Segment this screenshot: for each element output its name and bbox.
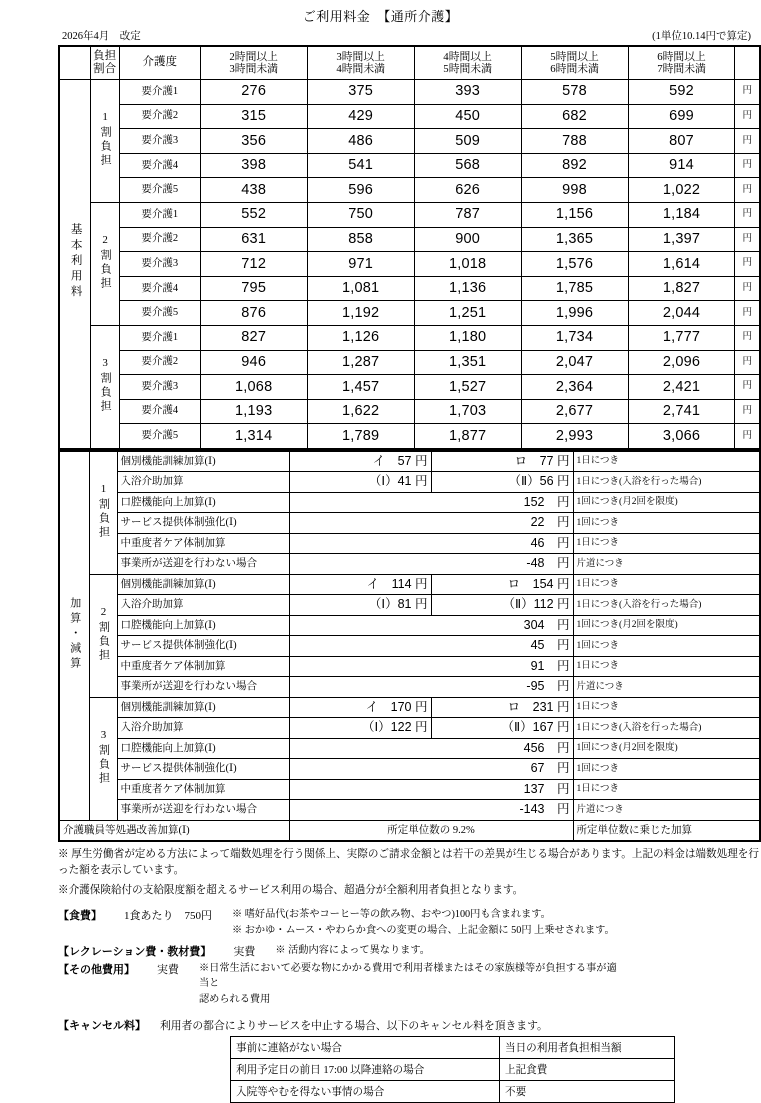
- addon-row: [59, 656, 760, 677]
- other-fee-row: [58, 961, 761, 1007]
- table-row: [59, 104, 760, 129]
- addon-row: [59, 574, 760, 595]
- addon-row: [59, 759, 760, 780]
- care-level-cell: 要介護2: [119, 227, 200, 252]
- fee-value-cell: 998: [521, 178, 628, 203]
- addon-item-name: 中重度者ケア体制加算: [117, 656, 289, 677]
- other-fee-label: 【その他費用】: [58, 964, 135, 977]
- fee-value-cell: 946: [200, 350, 307, 375]
- addon-row: [59, 554, 760, 575]
- cancel-fee: 当日の利用者負担相当額: [500, 1036, 675, 1058]
- fee-value-cell: 858: [307, 227, 414, 252]
- fee-value-cell: 1,136: [414, 276, 521, 301]
- fee-value-cell: 1,192: [307, 301, 414, 326]
- header-time-col-3: 4時間以上 5時間未満: [414, 46, 521, 80]
- addon-unit-note: 1日につき: [573, 533, 760, 554]
- cancel-table-row: [231, 1058, 675, 1080]
- table-row: [59, 178, 760, 203]
- fee-value-cell: 1,081: [307, 276, 414, 301]
- fee-value-cell: 1,068: [200, 375, 307, 400]
- fee-value-cell: 2,364: [521, 375, 628, 400]
- fee-value-cell: 541: [307, 153, 414, 178]
- header-spacer: [59, 46, 90, 80]
- shoguu-name: 介護職員等処遇改善加算(Ⅰ): [59, 820, 289, 841]
- addon-value: 22 円: [289, 513, 573, 534]
- addon-burden-ratio-1: 1割負担: [89, 451, 117, 575]
- fee-value-cell: 1,527: [414, 375, 521, 400]
- addon-unit-note: 片道につき: [573, 800, 760, 821]
- fee-value-cell: 375: [307, 80, 414, 105]
- yen-unit-cell: 円: [735, 104, 760, 129]
- fee-value-cell: 393: [414, 80, 521, 105]
- unit-price-note: (1単位10.14円で算定): [652, 31, 751, 42]
- cancel-table-row: [231, 1080, 675, 1102]
- fee-value-cell: 1,614: [628, 252, 735, 277]
- addon-value-b: （Ⅱ）56 円: [431, 472, 573, 493]
- fee-value-cell: 578: [521, 80, 628, 105]
- header-time-col-1: 2時間以上 3時間未満: [200, 46, 307, 80]
- addon-value-a: （Ⅰ）41 円: [289, 472, 431, 493]
- table-row: [59, 325, 760, 350]
- fee-value-cell: 2,096: [628, 350, 735, 375]
- meal-fee-row: [58, 907, 761, 938]
- fee-value-cell: 1,193: [200, 399, 307, 424]
- table-row: [59, 80, 760, 105]
- addon-item-name: サービス提供体制強化(Ⅰ): [117, 513, 289, 534]
- addon-item-name: 個別機能訓練加算(Ⅰ): [117, 451, 289, 472]
- revision-date: 2026年4月 改定: [62, 31, 141, 42]
- addon-item-name: 口腔機能向上加算(Ⅰ): [117, 615, 289, 636]
- addon-value: -48 円: [289, 554, 573, 575]
- meal-note-1: ※ 嗜好品代(お茶やコーヒー等の飲み物、おやつ)100円も含まれます。: [232, 909, 551, 921]
- fee-value-cell: 450: [414, 104, 521, 129]
- fee-value-cell: 1,180: [414, 325, 521, 350]
- fee-value-cell: 2,993: [521, 424, 628, 449]
- addon-row: [59, 451, 760, 472]
- fee-value-cell: 1,576: [521, 252, 628, 277]
- fee-value-cell: 509: [414, 129, 521, 154]
- table-row: [59, 227, 760, 252]
- addon-value: 67 円: [289, 759, 573, 780]
- cancel-fee-table: [230, 1036, 675, 1103]
- fee-value-cell: 486: [307, 129, 414, 154]
- fee-value-cell: 807: [628, 129, 735, 154]
- header-burden-ratio: 負担割合: [90, 46, 119, 80]
- addon-unit-note: 1日につき(入浴を行った場合): [573, 595, 760, 616]
- fee-value-cell: 1,351: [414, 350, 521, 375]
- table-row: [59, 129, 760, 154]
- fee-value-cell: 1,734: [521, 325, 628, 350]
- care-level-cell: 要介護3: [119, 375, 200, 400]
- care-level-cell: 要介護2: [119, 104, 200, 129]
- addon-row: [59, 472, 760, 493]
- notes-block: [58, 842, 761, 898]
- addon-item-name: 中重度者ケア体制加算: [117, 779, 289, 800]
- note-rounding: ※ 厚生労働省が定める方法によって端数処理を行う関係上、実際のご請求金額とは若干の差異が生じる場合があります。上記の料金は端数処理を行った額を表示しています。: [58, 849, 759, 876]
- addon-unit-note: 片道につき: [573, 554, 760, 575]
- yen-unit-cell: 円: [735, 129, 760, 154]
- addon-row: [59, 615, 760, 636]
- yen-unit-cell: 円: [735, 399, 760, 424]
- header-care-level: 介護度: [119, 46, 200, 80]
- addon-item-name: 入浴介助加算: [117, 472, 289, 493]
- meal-note-2: ※ おかゆ・ムース・やわらか食への変更の場合、上記金額に 50円 上乗せされます。: [232, 924, 615, 936]
- recreation-note-1: ※ 活動内容によって異なります。: [275, 945, 430, 957]
- addon-item-name: 口腔機能向上加算(Ⅰ): [117, 492, 289, 513]
- fee-value-cell: 315: [200, 104, 307, 129]
- addon-value: 91 円: [289, 656, 573, 677]
- fee-value-cell: 1,397: [628, 227, 735, 252]
- other-fees-block: [58, 907, 761, 1102]
- yen-unit-cell: 円: [735, 202, 760, 227]
- table-row: [59, 350, 760, 375]
- yen-unit-cell: 円: [735, 252, 760, 277]
- addon-burden-ratio-3: 3割負担: [89, 697, 117, 820]
- addon-value: 45 円: [289, 636, 573, 657]
- addon-item-name: 事業所が送迎を行わない場合: [117, 800, 289, 821]
- yen-unit-cell: 円: [735, 153, 760, 178]
- addon-item-name: 口腔機能向上加算(Ⅰ): [117, 738, 289, 759]
- addon-row: [59, 677, 760, 698]
- section-label-addon: 加算・減算: [59, 451, 89, 821]
- fee-value-cell: 2,677: [521, 399, 628, 424]
- table-header-row: [59, 46, 760, 80]
- addon-row: [59, 492, 760, 513]
- addon-value: -95 円: [289, 677, 573, 698]
- fee-value-cell: 1,457: [307, 375, 414, 400]
- fee-value-cell: 1,877: [414, 424, 521, 449]
- fee-value-cell: 971: [307, 252, 414, 277]
- cancel-fee-label: 【キャンセル料】: [58, 1019, 146, 1032]
- fee-value-cell: 568: [414, 153, 521, 178]
- fee-value-cell: 1,622: [307, 399, 414, 424]
- burden-ratio-3: 3割負担: [90, 325, 119, 448]
- yen-unit-cell: 円: [735, 276, 760, 301]
- table-row: [59, 375, 760, 400]
- addon-row: [59, 513, 760, 534]
- other-fee-notes: [199, 961, 624, 1007]
- addon-unit-note: 片道につき: [573, 677, 760, 698]
- care-level-cell: 要介護3: [119, 252, 200, 277]
- addon-value: 152 円: [289, 492, 573, 513]
- addon-burden-ratio-2: 2割負担: [89, 574, 117, 697]
- cancel-case: 利用予定日の前日 17:00 以降連絡の場合: [231, 1058, 500, 1080]
- addon-row: [59, 697, 760, 718]
- table-row: [59, 153, 760, 178]
- addon-item-name: 個別機能訓練加算(Ⅰ): [117, 574, 289, 595]
- fee-value-cell: 795: [200, 276, 307, 301]
- addon-value-b: （Ⅱ）112 円: [431, 595, 573, 616]
- care-level-cell: 要介護4: [119, 153, 200, 178]
- addon-item-name: 事業所が送迎を行わない場合: [117, 554, 289, 575]
- care-level-cell: 要介護1: [119, 325, 200, 350]
- addon-row: [59, 636, 760, 657]
- table-row: [59, 301, 760, 326]
- meal-fee-label: 【食費】: [58, 910, 102, 923]
- addon-item-name: 個別機能訓練加算(Ⅰ): [117, 697, 289, 718]
- recreation-fee-notes: [275, 943, 700, 958]
- fee-value-cell: 682: [521, 104, 628, 129]
- fee-value-cell: 429: [307, 104, 414, 129]
- addon-value-a: イ 114 円: [289, 574, 431, 595]
- addon-row: [59, 779, 760, 800]
- fee-value-cell: 787: [414, 202, 521, 227]
- cancel-fee-description: 利用者の都合によりサービスを中止する場合、以下のキャンセル料を頂きます。: [160, 1019, 548, 1032]
- care-level-cell: 要介護3: [119, 129, 200, 154]
- table-row: [59, 202, 760, 227]
- addon-item-name: 中重度者ケア体制加算: [117, 533, 289, 554]
- addon-unit-note: 1日につき(入浴を行った場合): [573, 472, 760, 493]
- cancel-fee-header: [58, 1017, 761, 1033]
- fee-value-cell: 3,066: [628, 424, 735, 449]
- yen-unit-cell: 円: [735, 301, 760, 326]
- addon-item-name: 入浴介助加算: [117, 718, 289, 739]
- fee-value-cell: 2,741: [628, 399, 735, 424]
- care-level-cell: 要介護4: [119, 276, 200, 301]
- cancel-fee: 上記食費: [500, 1058, 675, 1080]
- addon-item-name: 入浴介助加算: [117, 595, 289, 616]
- yen-unit-cell: 円: [735, 325, 760, 350]
- addon-row: [59, 595, 760, 616]
- addon-unit-note: 1回につき: [573, 759, 760, 780]
- fee-value-cell: 1,022: [628, 178, 735, 203]
- addon-item-name: サービス提供体制強化(Ⅰ): [117, 636, 289, 657]
- addon-unit-note: 1日につき: [573, 574, 760, 595]
- addon-value-a: イ 170 円: [289, 697, 431, 718]
- care-level-cell: 要介護1: [119, 80, 200, 105]
- fee-value-cell: 1,251: [414, 301, 521, 326]
- care-level-cell: 要介護2: [119, 350, 200, 375]
- addon-value-a: イ 57 円: [289, 451, 431, 472]
- fee-value-cell: 626: [414, 178, 521, 203]
- page-title: ご利用料金 【通所介護】: [302, 9, 459, 24]
- basic-fee-table: [58, 45, 761, 450]
- cancel-fee: 不要: [500, 1080, 675, 1102]
- burden-ratio-1: 1割負担: [90, 80, 119, 203]
- yen-unit-cell: 円: [735, 178, 760, 203]
- fee-value-cell: 876: [200, 301, 307, 326]
- shoguu-note: 所定単位数に乗じた加算: [573, 820, 760, 841]
- fee-value-cell: 356: [200, 129, 307, 154]
- fee-value-cell: 1,156: [521, 202, 628, 227]
- addon-unit-note: 1日につき: [573, 697, 760, 718]
- meta-row: [0, 25, 761, 45]
- addon-unit-note: 1日につき: [573, 451, 760, 472]
- addon-unit-note: 1回につき: [573, 636, 760, 657]
- fee-value-cell: 1,777: [628, 325, 735, 350]
- addon-row: [59, 533, 760, 554]
- fee-value-cell: 1,287: [307, 350, 414, 375]
- addon-value-a: （Ⅰ）122 円: [289, 718, 431, 739]
- note-limit-excess: ※介護保険給付の支給限度額を超えるサービス利用の場合、超過分が全額利用者負担となります。: [58, 885, 524, 897]
- fee-value-cell: 1,785: [521, 276, 628, 301]
- cancel-table-row: [231, 1036, 675, 1058]
- fee-value-cell: 1,126: [307, 325, 414, 350]
- fee-value-cell: 2,047: [521, 350, 628, 375]
- yen-unit-cell: 円: [735, 424, 760, 449]
- yen-unit-cell: 円: [735, 80, 760, 105]
- fee-value-cell: 1,789: [307, 424, 414, 449]
- addon-unit-note: 1回につき(月2回を限度): [573, 492, 760, 513]
- fee-value-cell: 438: [200, 178, 307, 203]
- fee-value-cell: 892: [521, 153, 628, 178]
- addon-value-b: ロ 154 円: [431, 574, 573, 595]
- care-level-cell: 要介護4: [119, 399, 200, 424]
- addon-value-b: （Ⅱ）167 円: [431, 718, 573, 739]
- yen-unit-cell: 円: [735, 227, 760, 252]
- shoguu-value: 所定単位数の 9.2%: [289, 820, 573, 841]
- fee-value-cell: 592: [628, 80, 735, 105]
- cancel-case: 事前に連絡がない場合: [231, 1036, 500, 1058]
- yen-unit-cell: 円: [735, 350, 760, 375]
- burden-ratio-2: 2割負担: [90, 202, 119, 325]
- addon-item-name: 事業所が送迎を行わない場合: [117, 677, 289, 698]
- header-time-col-5: 6時間以上 7時間未満: [628, 46, 735, 80]
- addon-unit-note: 1回につき: [573, 513, 760, 534]
- fee-value-cell: 1,827: [628, 276, 735, 301]
- addon-value-a: （Ⅰ）81 円: [289, 595, 431, 616]
- addon-item-name: サービス提供体制強化(Ⅰ): [117, 759, 289, 780]
- other-note-1: ※日常生活において必要な物にかかる費用で利用者様またはその家族様等が負担する事が適当と: [199, 963, 617, 990]
- section-label-basic-fee: 基本利用料: [59, 80, 90, 449]
- care-level-cell: 要介護1: [119, 202, 200, 227]
- addon-unit-note: 1日につき: [573, 779, 760, 800]
- fee-value-cell: 1,018: [414, 252, 521, 277]
- fee-value-cell: 1,703: [414, 399, 521, 424]
- care-level-cell: 要介護5: [119, 301, 200, 326]
- addon-row: [59, 738, 760, 759]
- fee-value-cell: 2,044: [628, 301, 735, 326]
- fee-value-cell: 1,314: [200, 424, 307, 449]
- header-time-col-4: 5時間以上 6時間未満: [521, 46, 628, 80]
- yen-unit-cell: 円: [735, 375, 760, 400]
- fee-value-cell: 900: [414, 227, 521, 252]
- addon-unit-note: 1日につき(入浴を行った場合): [573, 718, 760, 739]
- meal-fee-notes: [232, 907, 657, 938]
- addon-value: 304 円: [289, 615, 573, 636]
- addon-unit-note: 1回につき(月2回を限度): [573, 738, 760, 759]
- addon-unit-note: 1回につき(月2回を限度): [573, 615, 760, 636]
- addon-value: 46 円: [289, 533, 573, 554]
- addon-unit-note: 1日につき: [573, 656, 760, 677]
- table-row: [59, 424, 760, 449]
- fee-value-cell: 398: [200, 153, 307, 178]
- fee-value-cell: 699: [628, 104, 735, 129]
- meal-fee-amount: 1食あたり 750円: [124, 910, 212, 923]
- addon-row: [59, 800, 760, 821]
- header-yen-spacer: [735, 46, 760, 80]
- addon-deduction-table: [58, 450, 761, 843]
- fee-value-cell: 276: [200, 80, 307, 105]
- recreation-fee-row: [58, 943, 761, 959]
- addon-row: [59, 718, 760, 739]
- fee-value-cell: 788: [521, 129, 628, 154]
- other-note-2: 認められる費用: [199, 993, 271, 1005]
- fee-value-cell: 631: [200, 227, 307, 252]
- cancel-case: 入院等やむを得ない事情の場合: [231, 1080, 500, 1102]
- fee-value-cell: 1,184: [628, 202, 735, 227]
- addon-value-b: ロ 231 円: [431, 697, 573, 718]
- addon-value: 456 円: [289, 738, 573, 759]
- header-time-col-2: 3時間以上 4時間未満: [307, 46, 414, 80]
- fee-value-cell: 712: [200, 252, 307, 277]
- fee-value-cell: 552: [200, 202, 307, 227]
- addon-value-b: ロ 77 円: [431, 451, 573, 472]
- table-row: [59, 276, 760, 301]
- recreation-fee-amount: 実費: [233, 946, 256, 959]
- fee-value-cell: 596: [307, 178, 414, 203]
- fee-value-cell: 1,365: [521, 227, 628, 252]
- recreation-fee-label: 【レクレーション費・教材費】: [58, 946, 212, 959]
- shoguu-row: [59, 820, 760, 841]
- table-row: [59, 399, 760, 424]
- fee-value-cell: 1,996: [521, 301, 628, 326]
- fee-value-cell: 827: [200, 325, 307, 350]
- care-level-cell: 要介護5: [119, 178, 200, 203]
- fee-value-cell: 2,421: [628, 375, 735, 400]
- addon-value: 137 円: [289, 779, 573, 800]
- table-row: [59, 252, 760, 277]
- fee-value-cell: 750: [307, 202, 414, 227]
- addon-value: -143 円: [289, 800, 573, 821]
- other-fee-amount: 実費: [157, 964, 179, 977]
- fee-value-cell: 914: [628, 153, 735, 178]
- care-level-cell: 要介護5: [119, 424, 200, 449]
